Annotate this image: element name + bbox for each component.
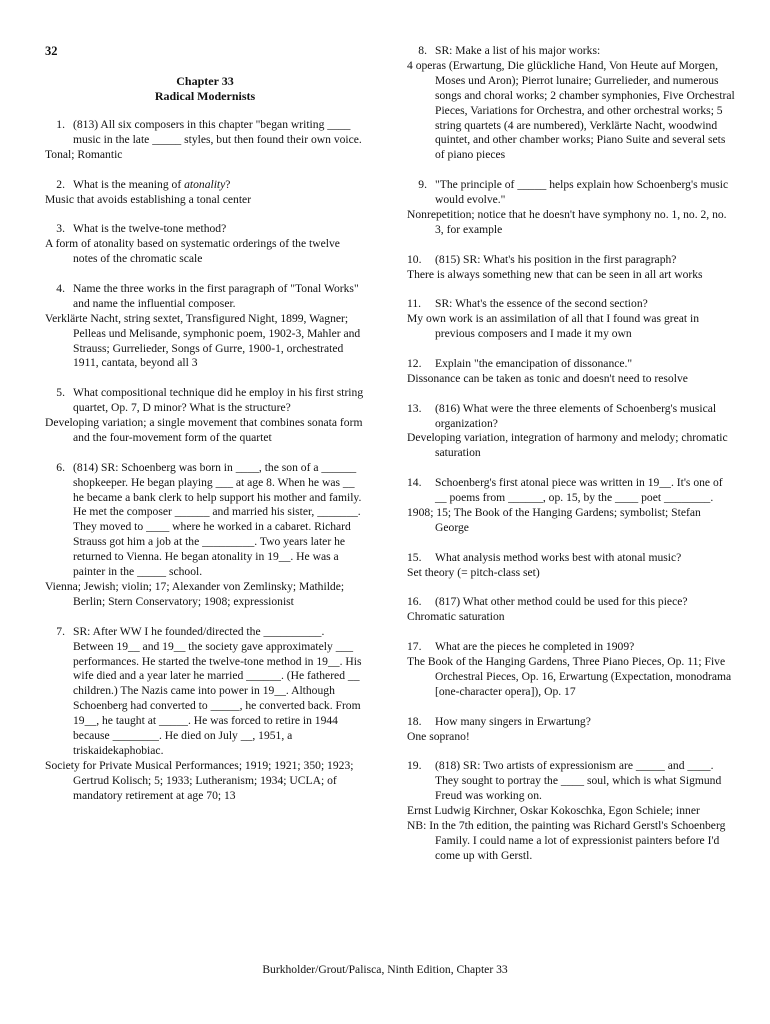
question-text: What are the pieces he completed in 1909? — [435, 640, 635, 654]
question-1 — [45, 118, 365, 163]
chapter-title: Radical Modernists — [154, 89, 256, 103]
question-text: SR: What's the essence of the second section? — [435, 297, 648, 311]
question-text: SR: Make a list of his major works: — [435, 44, 601, 57]
question-number: 9. — [418, 178, 427, 192]
question-text: (817) What other method could be used for this piece? — [435, 595, 688, 609]
answer-text: Tonal; Romantic — [45, 147, 123, 161]
answer-text: One soprano! — [407, 729, 470, 743]
question-11 — [407, 297, 737, 342]
question-text: (818) SR: Two artists of expressionism are _____ and ____. They sought to portray the ____ soul, which is what Sigmund Freud was working on. — [435, 759, 722, 803]
question-number: 5. — [56, 386, 65, 400]
answer-text: The Book of the Hanging Gardens, Three Piano Pieces, Op. 11; Five Orchestral Pieces, Op. 16, Erwartung (Expectation, monodrama [one-character opera]), Op. 17 — [407, 655, 732, 698]
question-18 — [407, 715, 737, 745]
answer-text: Developing variation; a single movement that combines sonata form and the four-movement form of the quartet — [45, 416, 363, 444]
answer-text: Society for Private Musical Performances; 1919; 1921; 350; 1923; Gertrud Kolisch; 5; 1933; Lutheranism; 1934; UCLA; of mandatory retirement at age 70; 13 — [45, 758, 354, 802]
question-number: 8. — [418, 44, 427, 57]
question-text: (813) All six composers in this chapter "began writing ____ music in the late _____ styles, but then found their own voice. — [73, 118, 362, 146]
question-7 — [45, 625, 365, 804]
answer-text: Chromatic saturation — [407, 610, 505, 624]
question-number: 16. — [407, 595, 422, 609]
answer-text: Dissonance can be taken as tonic and doesn't need to resolve — [407, 371, 688, 385]
question-15 — [407, 551, 737, 581]
question-number: 1. — [56, 118, 65, 131]
question-14 — [407, 476, 737, 536]
answer-text: Music that avoids establishing a tonal center — [45, 192, 252, 206]
question-text: "The principle of _____ helps explain how Schoenberg's music would evolve." — [435, 178, 729, 207]
answer-text: My own work is an assimilation of all that I found was great in previous composers and I made it my own — [407, 312, 700, 341]
question-text-part: What is the meaning of — [73, 177, 185, 191]
question-text: Name the three works in the first paragraph of "Tonal Works" and name the influential composer. — [73, 281, 359, 310]
page-number: 32 — [45, 44, 58, 58]
question-8 — [407, 44, 737, 163]
answer-text: Set theory (= pitch-class set) — [407, 565, 540, 579]
question-9 — [407, 178, 737, 238]
question-13 — [407, 402, 737, 462]
question-number: 2. — [56, 177, 65, 191]
question-3 — [45, 222, 365, 267]
answer-text: Developing variation, integration of harmony and melody; chromatic saturation — [407, 431, 728, 460]
question-number: 10. — [407, 252, 422, 266]
question-number: 4. — [56, 281, 65, 295]
question-number: 7. — [56, 624, 65, 638]
question-text: SR: After WW I he founded/directed the __________. Between 19__ and 19__ the society gave approximately ___ performances. He started the twelve-tone method in 19__. His wife died and a year later he married ______. (He fathered __ children.) The Nazis came into power in 19__. Although Schoenberg had converted to _____, he converted back. From 19__, he taught at _____. He was forced to retire in 1944 because ________. He died on July __, 1951, a triskaidekaphobiac. — [73, 624, 362, 757]
question-text: (816) What were the three elements of Schoenberg's musical organization? — [435, 401, 717, 430]
question-number: 17. — [407, 640, 422, 654]
question-text-part: ? — [225, 177, 231, 191]
answer-text: Vienna; Jewish; violin; 17; Alexander von Zemlinsky; Mathilde; Berlin; Stern Conservatory; 1908; expressionist — [45, 580, 345, 608]
question-text: (814) SR: Schoenberg was born in ____, the son of a ______ shopkeeper. He began playing ___ at age 8. When he was __ he became a bank clerk to help support his mother and family. He met the composer ______ and married his sister, _______. They moved to ____ where he worked in a cabaret. Richard Strauss got him a job at the _________. Two years later he returned to Vienna. He began atonality in 19__. He was a painter in the _____ school. — [73, 460, 362, 579]
chapter-heading — [45, 74, 365, 104]
question-number: 13. — [407, 401, 422, 415]
answer-text: Nonrepetition; notice that he doesn't have symphony no. 1, no. 2, no. 3, for example — [407, 207, 727, 236]
page-footer: Burkholder/Grout/Palisca, Ninth Edition, Chapter 33 — [262, 963, 508, 976]
question-text: Schoenberg's first atonal piece was written in 19__. It's one of __ poems from ______, op. 15, by the ____ poet ________. — [435, 476, 723, 505]
question-16 — [407, 595, 737, 625]
answer-text: Verklärte Nacht, string sextet, Transfigured Night, 1899, Wagner; Pelleas und Melisande, symphonic poem, 1902-3, Mahler and Strauss; Gurrelieder, Songs of Gurre, 1900-1, orchestrated 1911, cantata, beyond all 3 — [45, 311, 361, 370]
question-text: What compositional technique did he employ in his first string quartet, Op. 7, D minor? What is the structure? — [73, 386, 364, 415]
answer-text: 4 operas (Erwartung, Die glückliche Hand, Von Heute auf Morgen, Moses und Aron); Pierrot lunaire; Gurrelieder, and numerous songs and choral works; 2 chamber symphonies, Five Orchestral Pieces, Variations for Orchestra, and other orchestral works; 5 string quartets (4 are numbered), Verklärte Nacht, woodwind quintet, and other chamber works; Piano Suite and several sets of piano pieces — [407, 58, 735, 162]
question-10 — [407, 253, 737, 283]
question-12 — [407, 357, 737, 387]
answer-text: 1908; 15; The Book of the Hanging Gardens; symbolist; Stefan George — [407, 506, 701, 534]
question-number: 11. — [407, 297, 422, 311]
question-emphasis: atonality — [184, 177, 226, 191]
note-text: NB: In the 7th edition, the painting was Richard Gerstl's Schoenberg Family. I could name a lot of expressionist painters before I'd come up with Gerstl. — [407, 818, 726, 862]
question-number: 3. — [56, 222, 65, 236]
question-19 — [407, 759, 737, 863]
left-column — [45, 44, 365, 818]
question-text: What analysis method works best with atonal music? — [435, 550, 682, 564]
question-number: 15. — [407, 550, 422, 564]
question-5 — [45, 386, 365, 446]
question-2 — [45, 178, 365, 208]
question-text: How many singers in Erwartung? — [435, 714, 591, 728]
question-6 — [45, 461, 365, 610]
question-number: 18. — [407, 714, 422, 728]
answer-text: There is always something new that can be seen in all art works — [407, 267, 703, 281]
chapter-label: Chapter 33 — [176, 74, 234, 88]
question-number: 19. — [407, 759, 422, 773]
question-text — [73, 178, 230, 191]
answer-text: Ernst Ludwig Kirchner, Oskar Kokoschka, Egon Schiele; inner — [407, 804, 700, 818]
question-number: 14. — [407, 476, 422, 490]
question-text: (815) SR: What's his position in the first paragraph? — [435, 252, 677, 266]
question-text: Explain "the emancipation of dissonance." — [435, 356, 633, 370]
question-number: 12. — [407, 356, 422, 370]
answer-text: A form of atonality based on systematic orderings of the twelve notes of the chromatic scale — [45, 237, 340, 266]
question-4 — [45, 282, 365, 371]
question-text: What is the twelve-tone method? — [73, 222, 227, 236]
question-number: 6. — [56, 460, 65, 474]
question-17 — [407, 640, 737, 700]
right-column — [407, 44, 737, 879]
